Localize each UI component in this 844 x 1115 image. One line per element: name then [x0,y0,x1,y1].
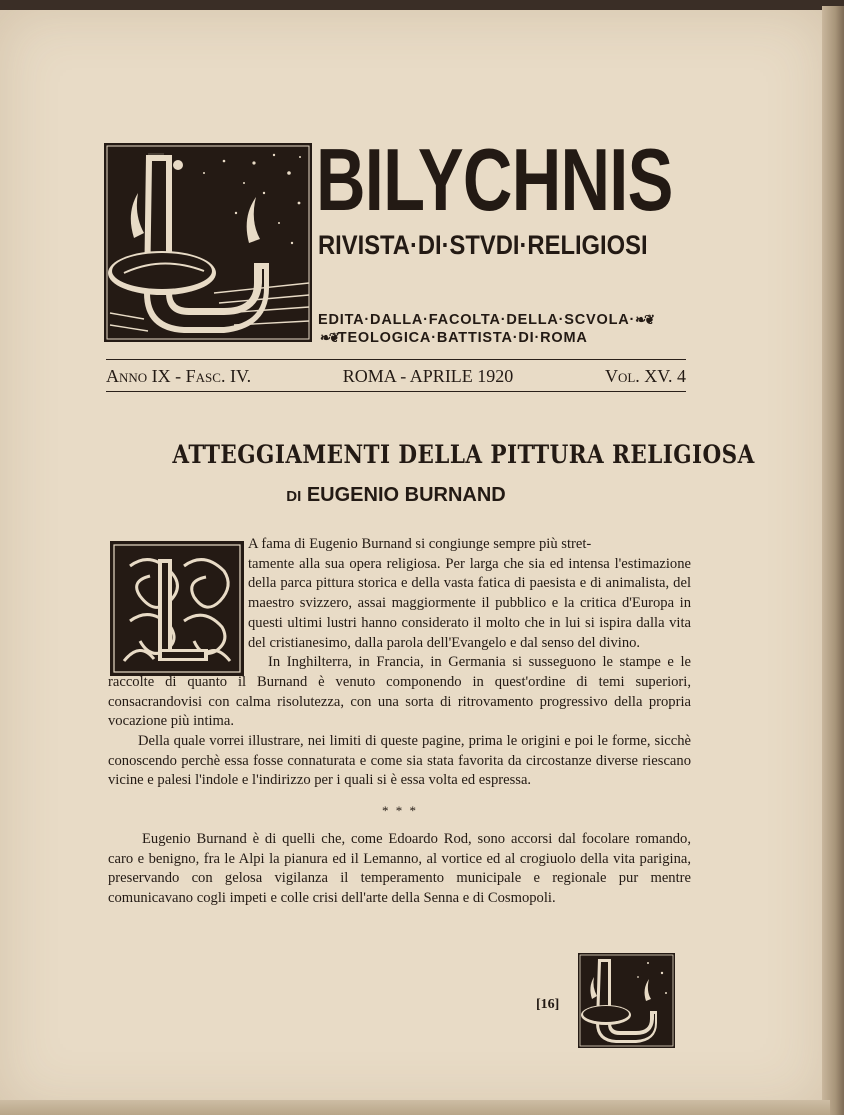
paragraph-1-body: tamente alla sua opera religiosa. Per larga che sia ed intensa l'estimazione della parca pittura storica e della vasta fatica di paesista e di animalista, del maestro svizzero, assai maggiormente il pubblico e la critica d'Europa in questi ultimi lustri hanno considerato il molto che in lui si ispira dalla vita del cristianesimo, dalla parola dell'Evangelo e dal senso del divino. [248,555,691,651]
article-paragraph-3: Della quale vorrei illustrare, nei limiti di queste pagine, prima le origini e poi le forme, sicchè conoscendo perchè essa fosse connaturata e come sia stata favorita da circostanze diverse riescano vicine e palesi l'indole e l'indirizzo per i quali si è essa volta ed espressa. [108,733,691,789]
article-headline: ATTEGGIAMENTI DELLA PITTURA RELIGIOSA [172,440,755,469]
header-rule-bottom [106,391,686,392]
section-separator: * * * [382,803,418,818]
byline-prefix: DI [286,488,302,505]
leaf-ornament-icon: ❧❦ [320,330,338,345]
page-stack-edge [822,6,844,1115]
publisher-line-1: EDITA·DALLA·FACOLTA·DELLA·SCVOLA· [318,312,636,328]
article-byline [200,484,592,507]
byline-author: EUGENIO BURNAND [306,484,506,506]
paragraph-4-text: Eugenio Burnand è di quelli che, come Edoardo Rod, sono accorsi dal focolare romando, caro e benigno, fra le Alpi la pianura ed il Lemanno, al vortice ed al crogiuolo della vita parigina, preservando con gelosa vigilanza il temperamento municipale e regionale pur mentre comunicavano cogli impeti e colle crisi dell'arte della Senna e di Cosmopoli. [108,831,691,907]
article-paragraph-4 [108,830,691,909]
issue-info-bar [106,366,686,387]
header-rule-top [106,359,686,360]
page-number: [16] [536,997,560,1012]
magazine-subtitle: RIVISTA·DI·STVDI·RELIGIOSI [318,230,648,260]
leaf-ornament-icon: ❧❦ [635,312,653,327]
lamp-vignette-icon [578,953,675,1048]
page-bottom-edge [0,1100,830,1115]
paragraph-1-first-line: A fama di Eugenio Burnand si congiunge sempre più stret- [248,536,592,552]
publisher-line-2: TEOLOGICA·BATTISTA·DI·ROMA [337,330,588,346]
issue-anno: Anno IX - Fasc. IV. [106,366,252,386]
publisher-credit [318,311,684,347]
issue-place-date: ROMA - APRILE 1920 [342,366,514,386]
article-paragraph-1 [108,535,691,791]
article-paragraph-2: In Inghilterra, in Francia, in Germania si susseguono le stampe e le raccolte di quanto il Burnand è venuto componendo in quest'ordine di temi superiori, consacrandovisi con calma risolutezza, con una sorta di ritrovamento progressivo della propria vocazione più intima. [108,654,691,730]
magazine-title: BILYCHNIS [316,130,673,229]
issue-volume: Vol. XV. 4 [604,366,686,386]
lamp-woodcut-logo [104,143,312,342]
